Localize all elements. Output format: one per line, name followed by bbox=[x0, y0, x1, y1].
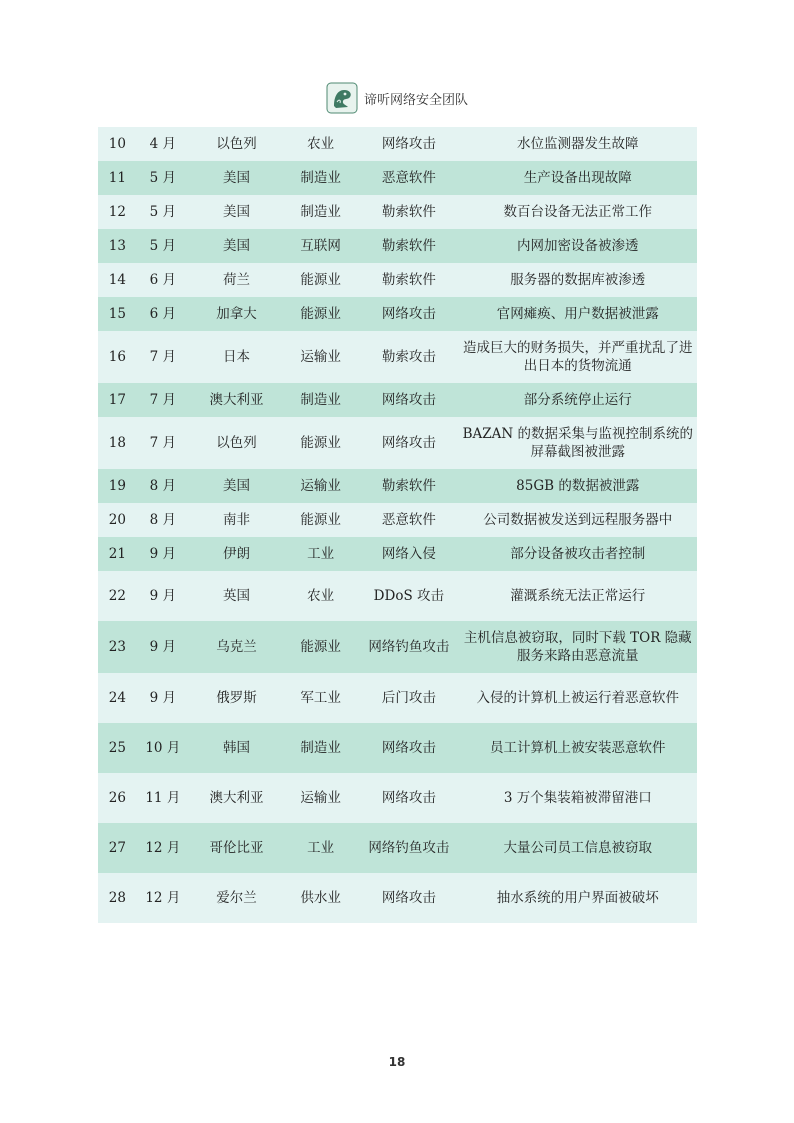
table-row bbox=[98, 161, 697, 195]
table-row bbox=[98, 263, 697, 297]
cell-no: 24 bbox=[98, 673, 135, 723]
table-row bbox=[98, 229, 697, 263]
cell-country: 澳大利亚 bbox=[191, 383, 282, 417]
table-row bbox=[98, 297, 697, 331]
cell-country: 南非 bbox=[191, 503, 282, 537]
cell-country: 哥伦比亚 bbox=[191, 823, 282, 873]
cell-no: 13 bbox=[98, 229, 135, 263]
cell-industry: 工业 bbox=[282, 823, 359, 873]
table-row bbox=[98, 673, 697, 723]
cell-country: 以色列 bbox=[191, 127, 282, 161]
cell-impact: 数百台设备无法正常工作 bbox=[459, 195, 697, 229]
page-header bbox=[0, 80, 794, 116]
cell-country: 日本 bbox=[191, 331, 282, 383]
cell-impact: BAZAN 的数据采集与监视控制系统的屏幕截图被泄露 bbox=[459, 417, 697, 469]
cell-month: 9 月 bbox=[135, 673, 191, 723]
table-row bbox=[98, 571, 697, 621]
table-row bbox=[98, 873, 697, 923]
cell-type: 网络钓鱼攻击 bbox=[359, 621, 458, 673]
cell-type: 勒索软件 bbox=[359, 469, 458, 503]
cell-industry: 供水业 bbox=[282, 873, 359, 923]
cell-country: 荷兰 bbox=[191, 263, 282, 297]
cell-type: 勒索软件 bbox=[359, 195, 458, 229]
cell-type: 勒索软件 bbox=[359, 229, 458, 263]
org-name: 谛听网络安全团队 bbox=[363, 92, 468, 108]
cell-country: 澳大利亚 bbox=[191, 773, 282, 823]
cell-impact: 部分设备被攻击者控制 bbox=[459, 537, 697, 571]
cell-type: 恶意软件 bbox=[359, 161, 458, 195]
cell-month: 12 月 bbox=[135, 823, 191, 873]
cell-no: 12 bbox=[98, 195, 135, 229]
cell-country: 美国 bbox=[191, 161, 282, 195]
cell-country: 乌克兰 bbox=[191, 621, 282, 673]
cell-no: 19 bbox=[98, 469, 135, 503]
table-row bbox=[98, 127, 697, 161]
table-row bbox=[98, 621, 697, 673]
cell-impact: 灌溉系统无法正常运行 bbox=[459, 571, 697, 621]
cell-industry: 运输业 bbox=[282, 331, 359, 383]
cell-country: 英国 bbox=[191, 571, 282, 621]
table-row bbox=[98, 331, 697, 383]
team-logo-icon bbox=[326, 82, 358, 114]
cell-no: 21 bbox=[98, 537, 135, 571]
cell-impact: 公司数据被发送到远程服务器中 bbox=[459, 503, 697, 537]
table-row bbox=[98, 723, 697, 773]
cell-industry: 军工业 bbox=[282, 673, 359, 723]
cell-type: 网络钓鱼攻击 bbox=[359, 823, 458, 873]
cell-industry: 制造业 bbox=[282, 161, 359, 195]
cell-industry: 能源业 bbox=[282, 417, 359, 469]
cell-no: 23 bbox=[98, 621, 135, 673]
cell-no: 10 bbox=[98, 127, 135, 161]
cell-type: 网络入侵 bbox=[359, 537, 458, 571]
cell-month: 9 月 bbox=[135, 571, 191, 621]
cell-type: 网络攻击 bbox=[359, 723, 458, 773]
table-row bbox=[98, 503, 697, 537]
cell-no: 16 bbox=[98, 331, 135, 383]
cell-impact: 服务器的数据库被渗透 bbox=[459, 263, 697, 297]
cell-industry: 农业 bbox=[282, 571, 359, 621]
cell-month: 10 月 bbox=[135, 723, 191, 773]
cell-country: 美国 bbox=[191, 229, 282, 263]
cell-month: 9 月 bbox=[135, 621, 191, 673]
cell-type: 恶意软件 bbox=[359, 503, 458, 537]
cell-industry: 能源业 bbox=[282, 621, 359, 673]
cell-type: 勒索攻击 bbox=[359, 331, 458, 383]
cell-no: 20 bbox=[98, 503, 135, 537]
cell-industry: 能源业 bbox=[282, 503, 359, 537]
cell-industry: 能源业 bbox=[282, 297, 359, 331]
cell-month: 8 月 bbox=[135, 469, 191, 503]
cell-no: 15 bbox=[98, 297, 135, 331]
cell-impact: 抽水系统的用户界面被破坏 bbox=[459, 873, 697, 923]
cell-industry: 制造业 bbox=[282, 195, 359, 229]
cell-month: 7 月 bbox=[135, 331, 191, 383]
cell-no: 27 bbox=[98, 823, 135, 873]
table-row bbox=[98, 383, 697, 417]
cell-industry: 运输业 bbox=[282, 469, 359, 503]
cell-impact: 员工计算机上被安装恶意软件 bbox=[459, 723, 697, 773]
cell-impact: 官网瘫痪、用户数据被泄露 bbox=[459, 297, 697, 331]
cell-no: 25 bbox=[98, 723, 135, 773]
cell-impact: 3 万个集装箱被滞留港口 bbox=[459, 773, 697, 823]
cell-month: 4 月 bbox=[135, 127, 191, 161]
cell-no: 18 bbox=[98, 417, 135, 469]
cell-type: 后门攻击 bbox=[359, 673, 458, 723]
cell-type: 网络攻击 bbox=[359, 773, 458, 823]
table-row bbox=[98, 417, 697, 469]
cell-industry: 农业 bbox=[282, 127, 359, 161]
cell-country: 俄罗斯 bbox=[191, 673, 282, 723]
cell-type: 网络攻击 bbox=[359, 297, 458, 331]
cell-month: 12 月 bbox=[135, 873, 191, 923]
table-row bbox=[98, 537, 697, 571]
incident-table bbox=[98, 127, 697, 923]
page-number: 18 bbox=[388, 1055, 406, 1069]
cell-industry: 互联网 bbox=[282, 229, 359, 263]
table-row bbox=[98, 823, 697, 873]
cell-country: 加拿大 bbox=[191, 297, 282, 331]
cell-type: DDoS 攻击 bbox=[359, 571, 458, 621]
cell-type: 网络攻击 bbox=[359, 383, 458, 417]
cell-no: 17 bbox=[98, 383, 135, 417]
cell-impact: 入侵的计算机上被运行着恶意软件 bbox=[459, 673, 697, 723]
cell-month: 7 月 bbox=[135, 417, 191, 469]
cell-industry: 能源业 bbox=[282, 263, 359, 297]
cell-month: 8 月 bbox=[135, 503, 191, 537]
cell-no: 11 bbox=[98, 161, 135, 195]
table-row bbox=[98, 469, 697, 503]
cell-impact: 部分系统停止运行 bbox=[459, 383, 697, 417]
cell-country: 韩国 bbox=[191, 723, 282, 773]
cell-month: 9 月 bbox=[135, 537, 191, 571]
cell-month: 5 月 bbox=[135, 229, 191, 263]
cell-industry: 工业 bbox=[282, 537, 359, 571]
cell-country: 爱尔兰 bbox=[191, 873, 282, 923]
cell-impact: 水位监测器发生故障 bbox=[459, 127, 697, 161]
cell-industry: 制造业 bbox=[282, 383, 359, 417]
cell-no: 26 bbox=[98, 773, 135, 823]
cell-no: 14 bbox=[98, 263, 135, 297]
cell-month: 11 月 bbox=[135, 773, 191, 823]
cell-month: 6 月 bbox=[135, 297, 191, 331]
cell-industry: 运输业 bbox=[282, 773, 359, 823]
cell-impact: 内网加密设备被渗透 bbox=[459, 229, 697, 263]
cell-impact: 生产设备出现故障 bbox=[459, 161, 697, 195]
cell-month: 5 月 bbox=[135, 195, 191, 229]
cell-country: 以色列 bbox=[191, 417, 282, 469]
cell-type: 网络攻击 bbox=[359, 127, 458, 161]
cell-impact: 造成巨大的财务损失，并严重扰乱了进出日本的货物流通 bbox=[459, 331, 697, 383]
cell-no: 28 bbox=[98, 873, 135, 923]
cell-type: 勒索软件 bbox=[359, 263, 458, 297]
cell-type: 网络攻击 bbox=[359, 417, 458, 469]
cell-no: 22 bbox=[98, 571, 135, 621]
cell-impact: 大量公司员工信息被窃取 bbox=[459, 823, 697, 873]
cell-impact: 主机信息被窃取，同时下载 TOR 隐藏服务来路由恶意流量 bbox=[459, 621, 697, 673]
cell-impact: 85GB 的数据被泄露 bbox=[459, 469, 697, 503]
cell-type: 网络攻击 bbox=[359, 873, 458, 923]
cell-industry: 制造业 bbox=[282, 723, 359, 773]
cell-country: 美国 bbox=[191, 469, 282, 503]
table-row bbox=[98, 773, 697, 823]
cell-month: 7 月 bbox=[135, 383, 191, 417]
cell-month: 5 月 bbox=[135, 161, 191, 195]
table-row bbox=[98, 195, 697, 229]
cell-country: 伊朗 bbox=[191, 537, 282, 571]
cell-month: 6 月 bbox=[135, 263, 191, 297]
cell-country: 美国 bbox=[191, 195, 282, 229]
